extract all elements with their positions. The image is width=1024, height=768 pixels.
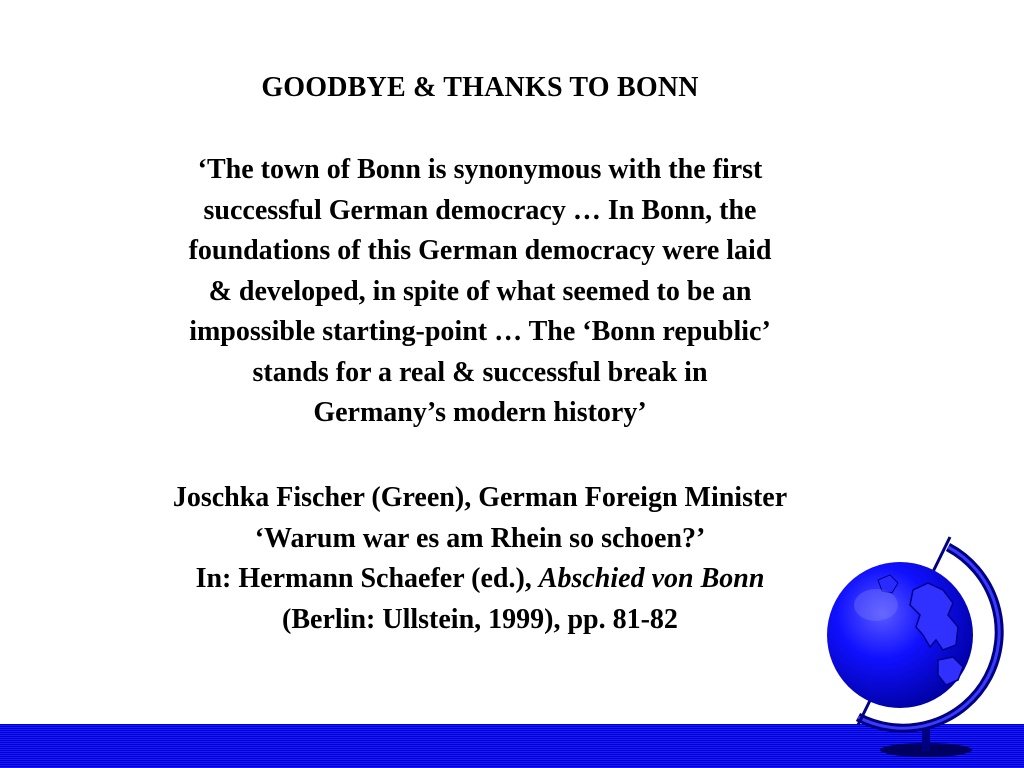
quote-line: ‘The town of Bonn is synonymous with the first bbox=[197, 154, 763, 185]
citation-author: Joschka Fischer (Green), German Foreign Minister bbox=[172, 482, 788, 513]
slide-title: GOODBYE & THANKS TO BONN bbox=[261, 72, 699, 103]
quote-line: foundations of this German democracy were laid bbox=[188, 235, 772, 266]
quote-block bbox=[60, 150, 900, 434]
citation-source bbox=[60, 559, 900, 600]
citation-block bbox=[60, 478, 900, 640]
quote-line: Germany’s modern history’ bbox=[313, 397, 647, 428]
quote-line: impossible starting-point … The ‘Bonn republic’ bbox=[189, 316, 771, 347]
quote-line: & developed, in spite of what seemed to be an bbox=[208, 275, 752, 307]
citation-book-title: Abschied von Bonn bbox=[538, 563, 765, 594]
citation-source-prefix: In: Hermann Schaefer (ed.), bbox=[195, 563, 539, 594]
globe-icon bbox=[818, 535, 1018, 765]
quote-line: successful German democracy … In Bonn, the bbox=[203, 194, 757, 226]
quote-line: stands for a real & successful break in bbox=[252, 356, 708, 388]
citation-title: ‘Warum war es am Rhein so schoen?’ bbox=[254, 522, 706, 554]
citation-publisher: (Berlin: Ullstein, 1999), pp. 81-82 bbox=[282, 603, 678, 635]
